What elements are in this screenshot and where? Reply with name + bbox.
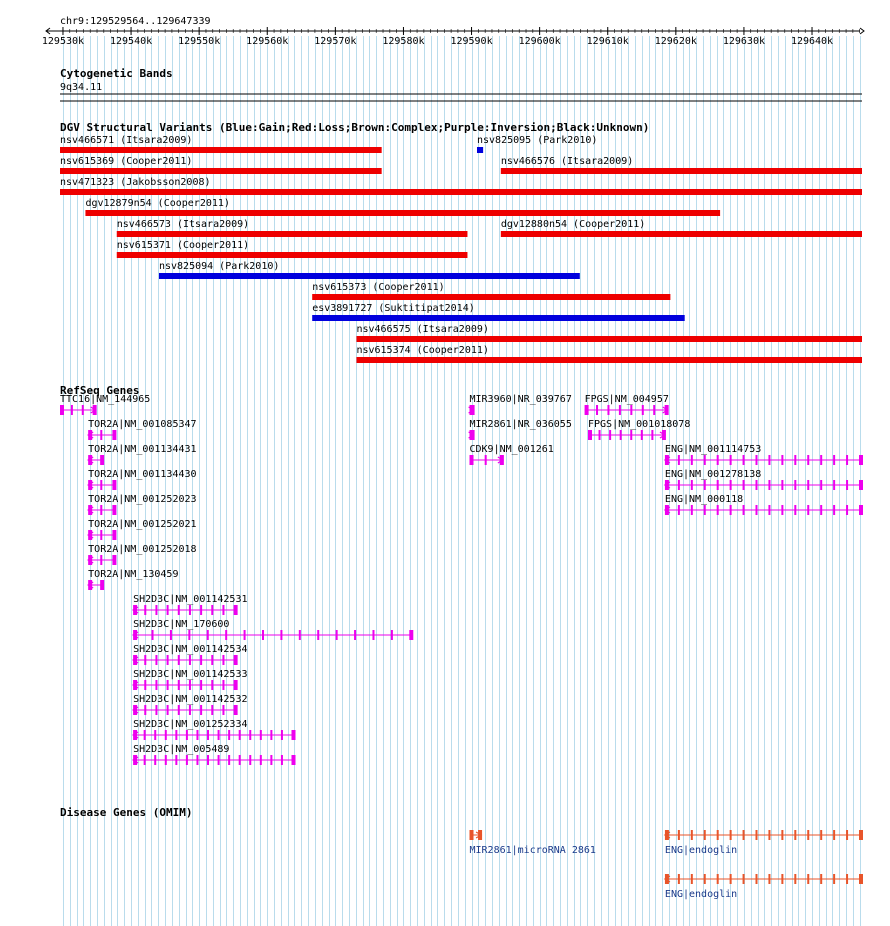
refseq-gene-exon <box>100 505 102 515</box>
refseq-gene-exon <box>112 530 116 540</box>
refseq-gene-exon <box>165 755 167 765</box>
refseq-gene-label: CDK9|NM_001261 <box>469 444 554 455</box>
refseq-gene-exon <box>281 730 283 740</box>
omim-gene-exon <box>678 830 680 840</box>
refseq-gene-exon <box>485 455 487 465</box>
refseq-gene-label: TTC16|NM_144965 <box>60 394 151 405</box>
refseq-gene[interactable] <box>60 394 150 415</box>
dgv-variant-bar <box>117 252 468 258</box>
refseq-gene-label: FPGS|NM_001018078 <box>587 419 691 430</box>
dgv-variant-label: nsv825095 (Park2010) <box>476 135 598 146</box>
refseq-gene-exon <box>768 505 770 515</box>
refseq-gene-exon <box>642 405 644 415</box>
refseq-gene-exon <box>211 605 213 615</box>
refseq-gene-exon <box>630 405 632 415</box>
refseq-gene-exon <box>807 480 809 490</box>
dgv-variant-label: dgv12880n54 (Cooper2011) <box>500 219 646 230</box>
refseq-gene-label: ENG|NM_000118 <box>664 494 744 505</box>
refseq-gene-exon <box>155 605 157 615</box>
ruler-tick-label: 129560k <box>246 36 289 47</box>
refseq-gene-exon <box>794 505 796 515</box>
refseq-gene-exon <box>743 505 745 515</box>
ruler-tick-label: 129620k <box>654 36 697 47</box>
refseq-gene-label: TOR2A|NM_001134430 <box>88 469 197 480</box>
refseq-gene[interactable] <box>585 394 669 415</box>
refseq-gene-exon <box>630 430 632 440</box>
refseq-gene[interactable] <box>88 569 178 590</box>
omim-gene-exon <box>730 830 732 840</box>
refseq-gene-label: TOR2A|NM_130459 <box>88 569 179 580</box>
refseq-gene-exon <box>768 480 770 490</box>
refseq-gene-exon <box>704 505 706 515</box>
ruler-tick-label: 129610k <box>586 36 629 47</box>
refseq-gene[interactable] <box>665 444 863 465</box>
refseq-gene-exon <box>768 455 770 465</box>
refseq-gene-exon <box>599 430 601 440</box>
refseq-gene-exon <box>178 680 180 690</box>
omim-gene-exon <box>820 874 822 884</box>
omim-gene-exon <box>794 830 796 840</box>
omim-gene-exon <box>704 874 706 884</box>
dgv-variant[interactable] <box>501 219 862 237</box>
refseq-gene-exon <box>691 480 693 490</box>
refseq-gene-exon <box>100 455 104 465</box>
dgv-variant-label: nsv466576 (Itsara2009) <box>500 156 634 167</box>
omim-gene-exon <box>704 830 706 840</box>
dgv-variant-label: nsv466571 (Itsara2009) <box>60 135 193 146</box>
coordinate-label: chr9:129529564..129647339 <box>60 16 211 27</box>
omim-gene-exon <box>755 874 757 884</box>
refseq-gene-exon <box>820 455 822 465</box>
dgv-variant[interactable] <box>356 345 862 363</box>
refseq-gene-exon <box>372 630 374 640</box>
dgv-variant-label: dgv12879n54 (Cooper2011) <box>85 198 230 209</box>
refseq-gene[interactable] <box>133 619 413 640</box>
refseq-gene-exon <box>222 655 224 665</box>
refseq-track <box>60 384 863 765</box>
omim-gene-exon <box>846 830 848 840</box>
dgv-variant[interactable] <box>477 135 597 153</box>
refseq-gene-exon <box>270 730 272 740</box>
refseq-gene-exon <box>704 480 706 490</box>
refseq-gene-exon <box>178 605 180 615</box>
cytobands-title: Cytogenetic Bands <box>60 67 173 80</box>
omim-gene-exon <box>807 874 809 884</box>
refseq-gene-exon <box>234 680 238 690</box>
omim-gene-exon <box>717 874 719 884</box>
refseq-gene-exon <box>730 505 732 515</box>
refseq-gene-exon <box>859 480 863 490</box>
refseq-gene[interactable] <box>133 694 247 715</box>
refseq-gene-exon <box>743 480 745 490</box>
omim-gene-exon <box>691 874 693 884</box>
omim-gene-exon <box>768 874 770 884</box>
dgv-variant-bar <box>501 168 862 174</box>
omim-gene[interactable] <box>470 830 596 856</box>
refseq-gene-exon <box>154 730 156 740</box>
refseq-gene-exon <box>144 730 146 740</box>
refseq-gene-exon <box>833 505 835 515</box>
omim-gene-exon <box>859 874 863 884</box>
refseq-gene-exon <box>691 505 693 515</box>
refseq-gene-exon <box>170 630 172 640</box>
refseq-gene-exon <box>207 755 209 765</box>
refseq-gene-exon <box>225 630 227 640</box>
refseq-gene-exon <box>71 405 73 415</box>
refseq-gene-exon <box>262 630 264 640</box>
omim-gene-exon <box>859 830 863 840</box>
refseq-gene-exon <box>234 605 238 615</box>
refseq-gene-exon <box>717 505 719 515</box>
dgv-variant-bar <box>356 336 862 342</box>
refseq-gene-exon <box>833 455 835 465</box>
refseq-gene-exon <box>270 755 272 765</box>
refseq-gene-exon <box>781 455 783 465</box>
dgv-variant-bar <box>312 294 670 300</box>
refseq-gene-exon <box>175 755 177 765</box>
refseq-gene-exon <box>678 455 680 465</box>
refseq-gene-exon <box>167 680 169 690</box>
refseq-gene-exon <box>678 505 680 515</box>
refseq-gene-exon <box>846 505 848 515</box>
dgv-variant-bar <box>159 273 580 279</box>
refseq-gene-exon <box>730 480 732 490</box>
refseq-gene-exon <box>607 405 609 415</box>
refseq-gene-label: SH2D3C|NM_001142534 <box>133 644 248 655</box>
refseq-gene-exon <box>144 705 146 715</box>
dgv-variant[interactable] <box>60 177 862 195</box>
refseq-gene-exon <box>239 755 241 765</box>
refseq-gene-label: SH2D3C|NM_001142532 <box>133 694 248 705</box>
ruler-arrow-right <box>860 28 864 34</box>
refseq-gene-exon <box>211 705 213 715</box>
refseq-gene-exon <box>154 755 156 765</box>
dgv-variant-bar <box>60 168 382 174</box>
ruler-tick-label: 129570k <box>314 36 357 47</box>
omim-gene-exon <box>807 830 809 840</box>
dgv-variant-label: nsv615369 (Cooper2011) <box>60 156 193 167</box>
omim-gene-label: ENG|endoglin <box>664 889 738 900</box>
ruler-tick-label: 129640k <box>790 36 834 47</box>
refseq-gene[interactable] <box>133 719 295 740</box>
refseq-gene-exon <box>218 730 220 740</box>
dgv-variant-label: nsv825094 (Park2010) <box>158 261 280 272</box>
refseq-gene-exon <box>155 705 157 715</box>
refseq-gene-exon <box>82 405 84 415</box>
dgv-variant-bar <box>60 189 862 195</box>
omim-gene-exon <box>691 830 693 840</box>
refseq-gene-exon <box>200 680 202 690</box>
refseq-gene-exon <box>228 755 230 765</box>
ruler-tick-label: 129550k <box>178 36 221 47</box>
refseq-genes <box>60 394 863 765</box>
ruler-tick-label: 129530k <box>41 36 85 47</box>
refseq-gene[interactable] <box>133 669 247 690</box>
refseq-gene-exon <box>280 630 282 640</box>
refseq-gene-exon <box>228 730 230 740</box>
refseq-gene-exon <box>619 405 621 415</box>
refseq-gene-exon <box>846 455 848 465</box>
refseq-gene-exon <box>100 480 102 490</box>
refseq-gene-exon <box>651 430 653 440</box>
refseq-gene-exon <box>585 405 589 415</box>
refseq-gene-label: SH2D3C|NM_001142533 <box>133 669 248 680</box>
dgv-variant[interactable] <box>85 198 720 216</box>
omim-gene-exon <box>820 830 822 840</box>
refseq-gene-exon <box>189 655 191 665</box>
refseq-gene-exon <box>260 730 262 740</box>
omim-gene-exon <box>717 830 719 840</box>
refseq-gene-exon <box>144 655 146 665</box>
refseq-gene-exon <box>704 455 706 465</box>
dgv-title: DGV Structural Variants (Blue:Gain;Red:Loss;Brown:Complex;Purple:Inversion;Black:Unknown) <box>60 121 650 134</box>
refseq-gene-exon <box>167 605 169 615</box>
refseq-gene-exon <box>234 705 238 715</box>
omim-gene-label: MIR2861|microRNA 2861 <box>469 845 596 856</box>
refseq-gene-exon <box>717 480 719 490</box>
refseq-gene-exon <box>336 630 338 640</box>
refseq-gene-label: TOR2A|NM_001134431 <box>88 444 197 455</box>
dgv-variant-bar <box>501 231 862 237</box>
refseq-gene-exon <box>175 730 177 740</box>
dgv-variant[interactable] <box>356 324 862 342</box>
refseq-gene-exon <box>820 505 822 515</box>
omim-gene-label: ENG|endoglin <box>664 845 738 856</box>
refseq-gene[interactable] <box>469 394 572 415</box>
refseq-gene-exon <box>743 455 745 465</box>
omim-gene-exon <box>743 830 745 840</box>
refseq-gene-exon <box>112 480 116 490</box>
refseq-gene-exon <box>717 455 719 465</box>
refseq-gene-exon <box>620 430 622 440</box>
refseq-gene-exon <box>196 755 198 765</box>
refseq-gene-exon <box>730 455 732 465</box>
ruler-tick-label: 129590k <box>450 36 493 47</box>
refseq-gene-exon <box>781 480 783 490</box>
refseq-gene-exon <box>178 655 180 665</box>
refseq-gene[interactable] <box>133 744 295 765</box>
refseq-gene-exon <box>155 680 157 690</box>
omim-title: Disease Genes (OMIM) <box>60 806 193 819</box>
refseq-gene-exon <box>249 730 251 740</box>
omim-gene-exon <box>768 830 770 840</box>
refseq-gene-exon <box>249 755 251 765</box>
refseq-gene-exon <box>189 705 191 715</box>
refseq-gene-exon <box>112 430 116 440</box>
refseq-gene-exon <box>807 455 809 465</box>
refseq-gene-exon <box>155 655 157 665</box>
omim-gene-exon <box>781 830 783 840</box>
refseq-gene[interactable] <box>133 644 247 665</box>
omim-gene-exon <box>678 874 680 884</box>
dgv-variant-label: nsv615371 (Cooper2011) <box>116 240 250 251</box>
refseq-gene-exon <box>152 630 154 640</box>
refseq-gene-exon <box>859 455 863 465</box>
refseq-gene-exon <box>755 455 757 465</box>
refseq-gene-exon <box>165 730 167 740</box>
dgv-variant[interactable] <box>117 219 468 237</box>
refseq-gene-exon <box>291 730 295 740</box>
refseq-gene[interactable] <box>588 419 690 440</box>
refseq-gene-exon <box>218 755 220 765</box>
omim-gene-exon <box>743 874 745 884</box>
refseq-gene-exon <box>207 730 209 740</box>
refseq-gene-exon <box>678 480 680 490</box>
refseq-gene-exon <box>167 705 169 715</box>
refseq-gene-exon <box>691 455 693 465</box>
refseq-gene-exon <box>144 605 146 615</box>
refseq-gene[interactable] <box>665 469 863 490</box>
refseq-gene-exon <box>859 505 863 515</box>
ruler-tick-label: 129630k <box>722 36 766 47</box>
refseq-gene-exon <box>196 730 198 740</box>
refseq-gene-label: SH2D3C|NM_001252334 <box>133 719 248 730</box>
refseq-gene-exon <box>100 430 102 440</box>
refseq-gene-exon <box>299 630 301 640</box>
refseq-gene-exon <box>222 605 224 615</box>
refseq-gene-exon <box>755 480 757 490</box>
omim-genes <box>470 830 863 900</box>
cytogenetic-bands-track[interactable] <box>60 67 862 101</box>
refseq-gene-exon <box>200 705 202 715</box>
refseq-gene-exon <box>189 680 191 690</box>
refseq-gene-exon <box>291 755 295 765</box>
refseq-gene-exon <box>211 655 213 665</box>
refseq-gene-label: TOR2A|NM_001085347 <box>88 419 197 430</box>
dgv-variant-label: nsv471323 (Jakobsson2008) <box>60 177 211 188</box>
refseq-gene-label: MIR2861|NR_036055 <box>469 419 572 430</box>
refseq-gene-exon <box>409 630 413 640</box>
dgv-variant-bar <box>356 357 862 363</box>
omim-gene-exon <box>781 874 783 884</box>
refseq-gene[interactable] <box>665 494 863 515</box>
dgv-variant[interactable] <box>312 282 670 300</box>
refseq-gene-label: SH2D3C|NM_001142531 <box>133 594 248 605</box>
dgv-variant[interactable] <box>501 156 862 174</box>
refseq-gene-exon <box>641 430 643 440</box>
refseq-gene-exon <box>207 630 209 640</box>
refseq-gene-exon <box>234 655 238 665</box>
omim-gene-exon <box>846 874 848 884</box>
refseq-gene-exon <box>200 605 202 615</box>
refseq-gene-exon <box>100 580 104 590</box>
ruler-tick-label: 129540k <box>109 36 153 47</box>
omim-gene[interactable] <box>665 830 863 856</box>
refseq-gene-label: TOR2A|NM_001252021 <box>88 519 197 530</box>
dgv-variant-bar <box>312 315 684 321</box>
refseq-gene-exon <box>755 505 757 515</box>
refseq-gene[interactable] <box>470 444 554 465</box>
refseq-gene-exon <box>60 405 64 415</box>
refseq-gene-exon <box>244 630 246 640</box>
omim-gene-exon <box>833 830 835 840</box>
refseq-gene-exon <box>820 480 822 490</box>
dgv-variant-label: nsv615373 (Cooper2011) <box>312 282 445 293</box>
refseq-gene-exon <box>833 480 835 490</box>
refseq-gene-exon <box>112 555 116 565</box>
refseq-gene-exon <box>100 530 102 540</box>
refseq-gene-exon <box>100 555 102 565</box>
omim-gene-exon <box>794 874 796 884</box>
dgv-variant-bar <box>117 231 468 237</box>
refseq-gene-exon <box>222 680 224 690</box>
refseq-gene-exon <box>281 755 283 765</box>
ruler-tick-label: 129600k <box>518 36 561 47</box>
refseq-gene-exon <box>189 605 191 615</box>
dgv-variant[interactable] <box>117 240 468 258</box>
refseq-gene-exon <box>609 430 611 440</box>
dgv-variants <box>60 135 862 363</box>
refseq-gene-exon <box>211 680 213 690</box>
refseq-gene-exon <box>588 430 592 440</box>
refseq-gene[interactable] <box>469 419 572 440</box>
dgv-variant-label: nsv466575 (Itsara2009) <box>356 324 489 335</box>
omim-track <box>60 806 863 900</box>
refseq-gene-label: FPGS|NM_004957 <box>584 394 669 405</box>
dgv-variant-bar <box>477 147 483 153</box>
refseq-gene-exon <box>807 505 809 515</box>
refseq-gene-exon <box>239 730 241 740</box>
refseq-gene-label: ENG|NM_001114753 <box>664 444 762 455</box>
ruler-tick-label: 129580k <box>382 36 425 47</box>
refseq-gene-exon <box>200 655 202 665</box>
refseq-gene-exon <box>144 680 146 690</box>
refseq-gene-label: ENG|NM_001278138 <box>664 469 762 480</box>
refseq-gene-exon <box>144 755 146 765</box>
dgv-variant-label: nsv615374 (Cooper2011) <box>356 345 489 356</box>
dgv-variant-bar <box>60 147 382 153</box>
refseq-title: RefSeq Genes <box>60 384 140 397</box>
refseq-gene-exon <box>846 480 848 490</box>
omim-gene-exon <box>470 830 474 840</box>
refseq-gene-label: TOR2A|NM_001252018 <box>88 544 197 555</box>
refseq-gene-label: SH2D3C|NM_005489 <box>133 744 230 755</box>
omim-gene-exon <box>755 830 757 840</box>
refseq-gene-exon <box>112 505 116 515</box>
refseq-gene-exon <box>596 405 598 415</box>
refseq-gene-exon <box>186 755 188 765</box>
refseq-gene-exon <box>186 730 188 740</box>
refseq-gene-exon <box>781 505 783 515</box>
refseq-gene-exon <box>188 630 190 640</box>
refseq-gene-exon <box>317 630 319 640</box>
refseq-gene-exon <box>470 455 474 465</box>
cytoband-label: 9q34.11 <box>60 82 103 93</box>
refseq-gene-exon <box>178 705 180 715</box>
refseq-gene-exon <box>794 455 796 465</box>
omim-gene[interactable] <box>665 874 863 900</box>
refseq-gene-exon <box>653 405 655 415</box>
refseq-gene-exon <box>391 630 393 640</box>
dgv-variant-bar <box>85 210 720 216</box>
refseq-gene-label: TOR2A|NM_001252023 <box>88 494 197 505</box>
refseq-gene-exon <box>354 630 356 640</box>
dgv-variant-label: esv3891727 (Suktitipat2014) <box>312 303 475 314</box>
dgv-variant-label: nsv466573 (Itsara2009) <box>116 219 250 230</box>
refseq-gene-label: MIR3960|NR_039767 <box>469 394 572 405</box>
refseq-gene-label: SH2D3C|NM_170600 <box>133 619 230 630</box>
refseq-gene[interactable] <box>133 594 247 615</box>
refseq-gene-exon <box>222 705 224 715</box>
omim-gene-exon <box>730 874 732 884</box>
refseq-gene-exon <box>260 755 262 765</box>
omim-gene-exon <box>833 874 835 884</box>
refseq-gene-exon <box>167 655 169 665</box>
dgv-track <box>60 121 862 363</box>
refseq-gene-exon <box>794 480 796 490</box>
